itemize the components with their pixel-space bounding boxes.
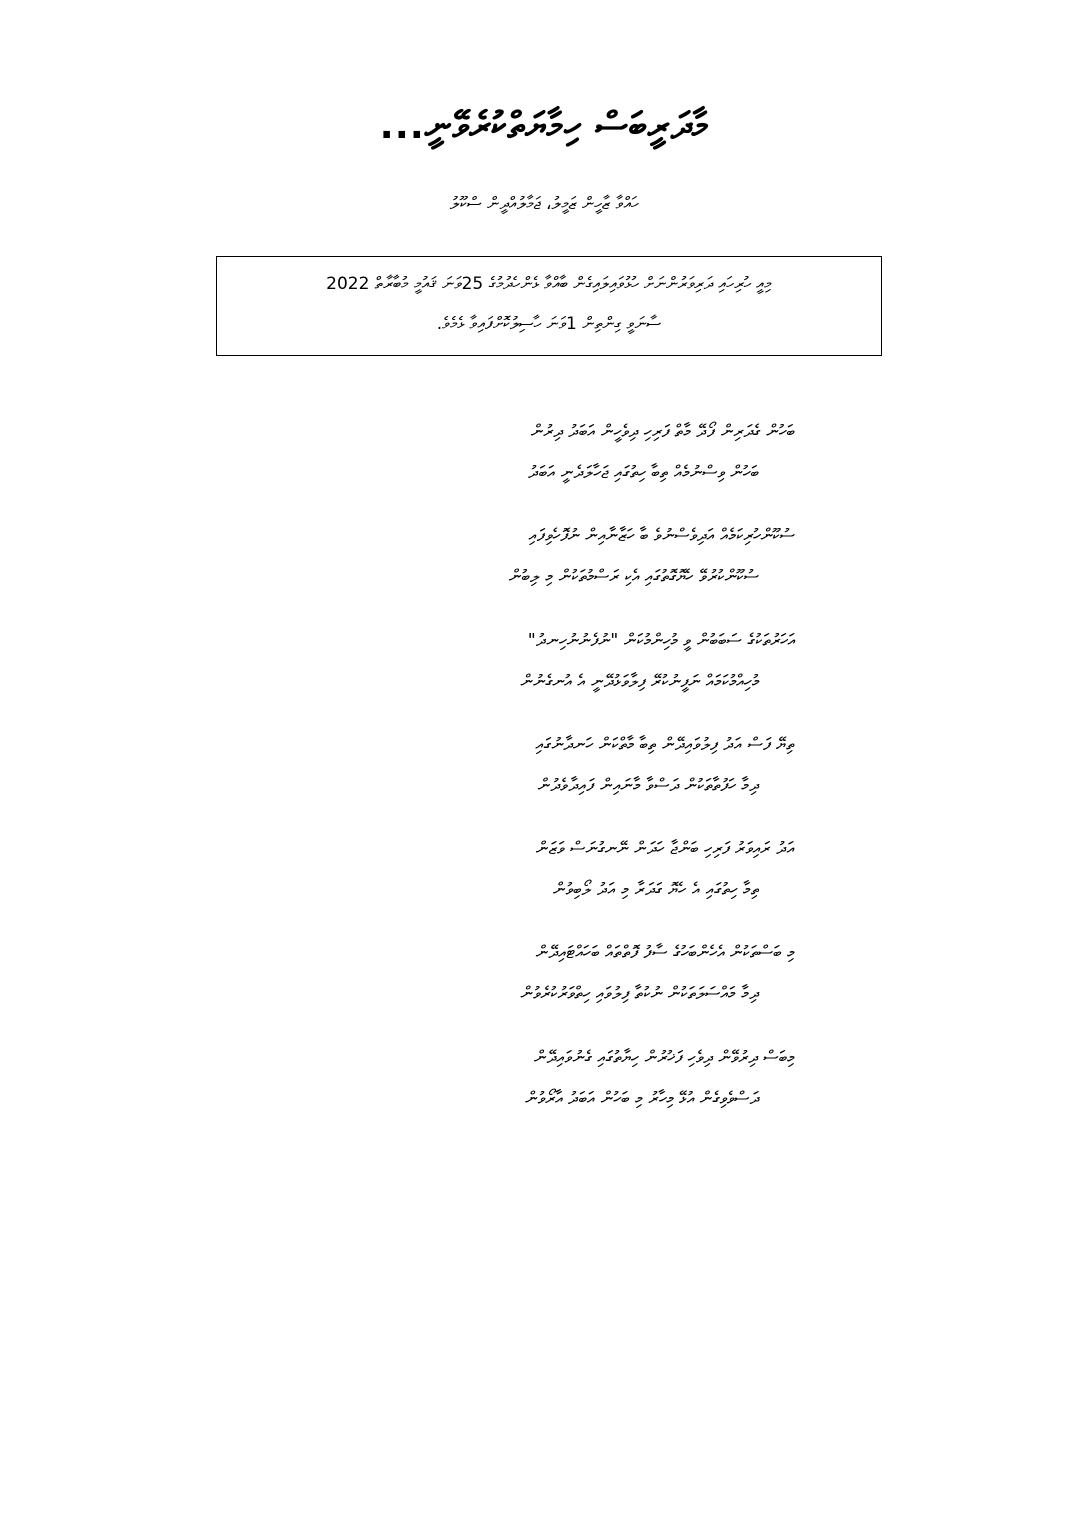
verse-line-2: ދިމާ މައްސަލަތަކުން ނުކުތާ ފިލުވައި ހިތްވަރުކުރެވުން — [520, 984, 759, 1005]
verse-line-2: މުހިއްމުކަމައް ނަފީނުކުރޭ ފިލާވަޅުދޭނީ އެ އުނގެނުން — [520, 671, 759, 692]
verse-line-1: އަހަރުތަކުގެ ސަބަބުން ވީ މުހިންމުކަން "ނުފެނުނުހިނދު" — [527, 630, 795, 651]
note-line-1: މިއީ ހުރިހައި ދަރިވަރުންނަށް ހުޅުވައިލައިގެން ބާއްވާ ޅެންހެދުމުގެ 25ވަނަ ޤައުމީ މުބާރާތް 2022 — [326, 274, 772, 294]
verse-line-1: ސުކޫންހުރިކަމެއް އަދިވެސްނުވެ ބާ ހަޒާނާއިން ނުފޮހެވިފައި — [528, 526, 795, 547]
stanza-2 — [150, 516, 795, 598]
stanza-1 — [150, 412, 795, 494]
author-byline: ހައްވާ ޒާހީން ޒަމީލު، ޖަމާލުއްދީން ސްކޫލު — [449, 194, 640, 214]
stanza-4 — [150, 725, 795, 807]
verse-line-1: މިބަސް ދިރުވޭން ދިވެހި ފަޚުރުން ހިޔާތުގައި ގެނުވައިދޭން — [533, 1047, 795, 1068]
page-title: މާދަރީބަސް ހިމާޔަތްކުރެވޭނީ... — [379, 104, 710, 147]
stanza-3 — [150, 621, 795, 703]
verse-line-2: ތިމާ ހިތުގައި އެ ހެޔޮ ގަދަރާ މި އަދު ލޯބިވުން — [553, 880, 759, 901]
verse-line-1: ތިޔޭ ފަސް އަދު ފިލުވައިދޭން ތިބާ މާތްކަން ހަނދާނުގައި — [535, 734, 795, 755]
stanza-6 — [150, 933, 795, 1015]
verse-line-1: މި ބަސްތަކުން އެހެންބަހުގެ ސާފު ފޮތްތައް ބަހައްޓައިދޭން — [535, 943, 795, 964]
verse-line-2: ދިމާ ހަފުތާތަކުން ދަސްވާ މާނައިން ފައިދާވެދުން — [537, 775, 759, 796]
verse-line-1: އަދު ރައިވަރު ފަރިހި ބަންޖާ ހަދަން ނޭނގުނަސް ވަޒަން — [535, 839, 795, 859]
competition-note-box — [216, 256, 882, 356]
verse-line-2: ބަހުން ވިސްނުމެއް ތިބާ ހިތުގައި ޖަހާލަދެނީ އަބަދު — [528, 463, 759, 484]
note-line-2: ސާނަވީ ގިންތިން 1ވަނަ ހާސިލުކޮށްފައިވާ ޅެމެވެ. — [436, 313, 662, 334]
stanza-5 — [150, 829, 795, 911]
verse-line-1: ބަހުން ގެދަރިން ފޯދޭ މާތް ފަރިހި ދިވެހީން އަބަދު ދިރުން — [530, 422, 795, 442]
verse-line-2: ދަސްވެވިގެން އުޅޭ މިހާރު މި ބަހުން އަބަދު އާރޯވުން — [525, 1088, 759, 1109]
verse-line-2: ސުކޫންކުރުވޭ ހެޔޮގޮތުގައި އެކި ރަސްމުތަކުން މި ލިބުން — [508, 567, 759, 588]
stanza-7 — [150, 1038, 795, 1120]
poem-body — [150, 412, 795, 1142]
